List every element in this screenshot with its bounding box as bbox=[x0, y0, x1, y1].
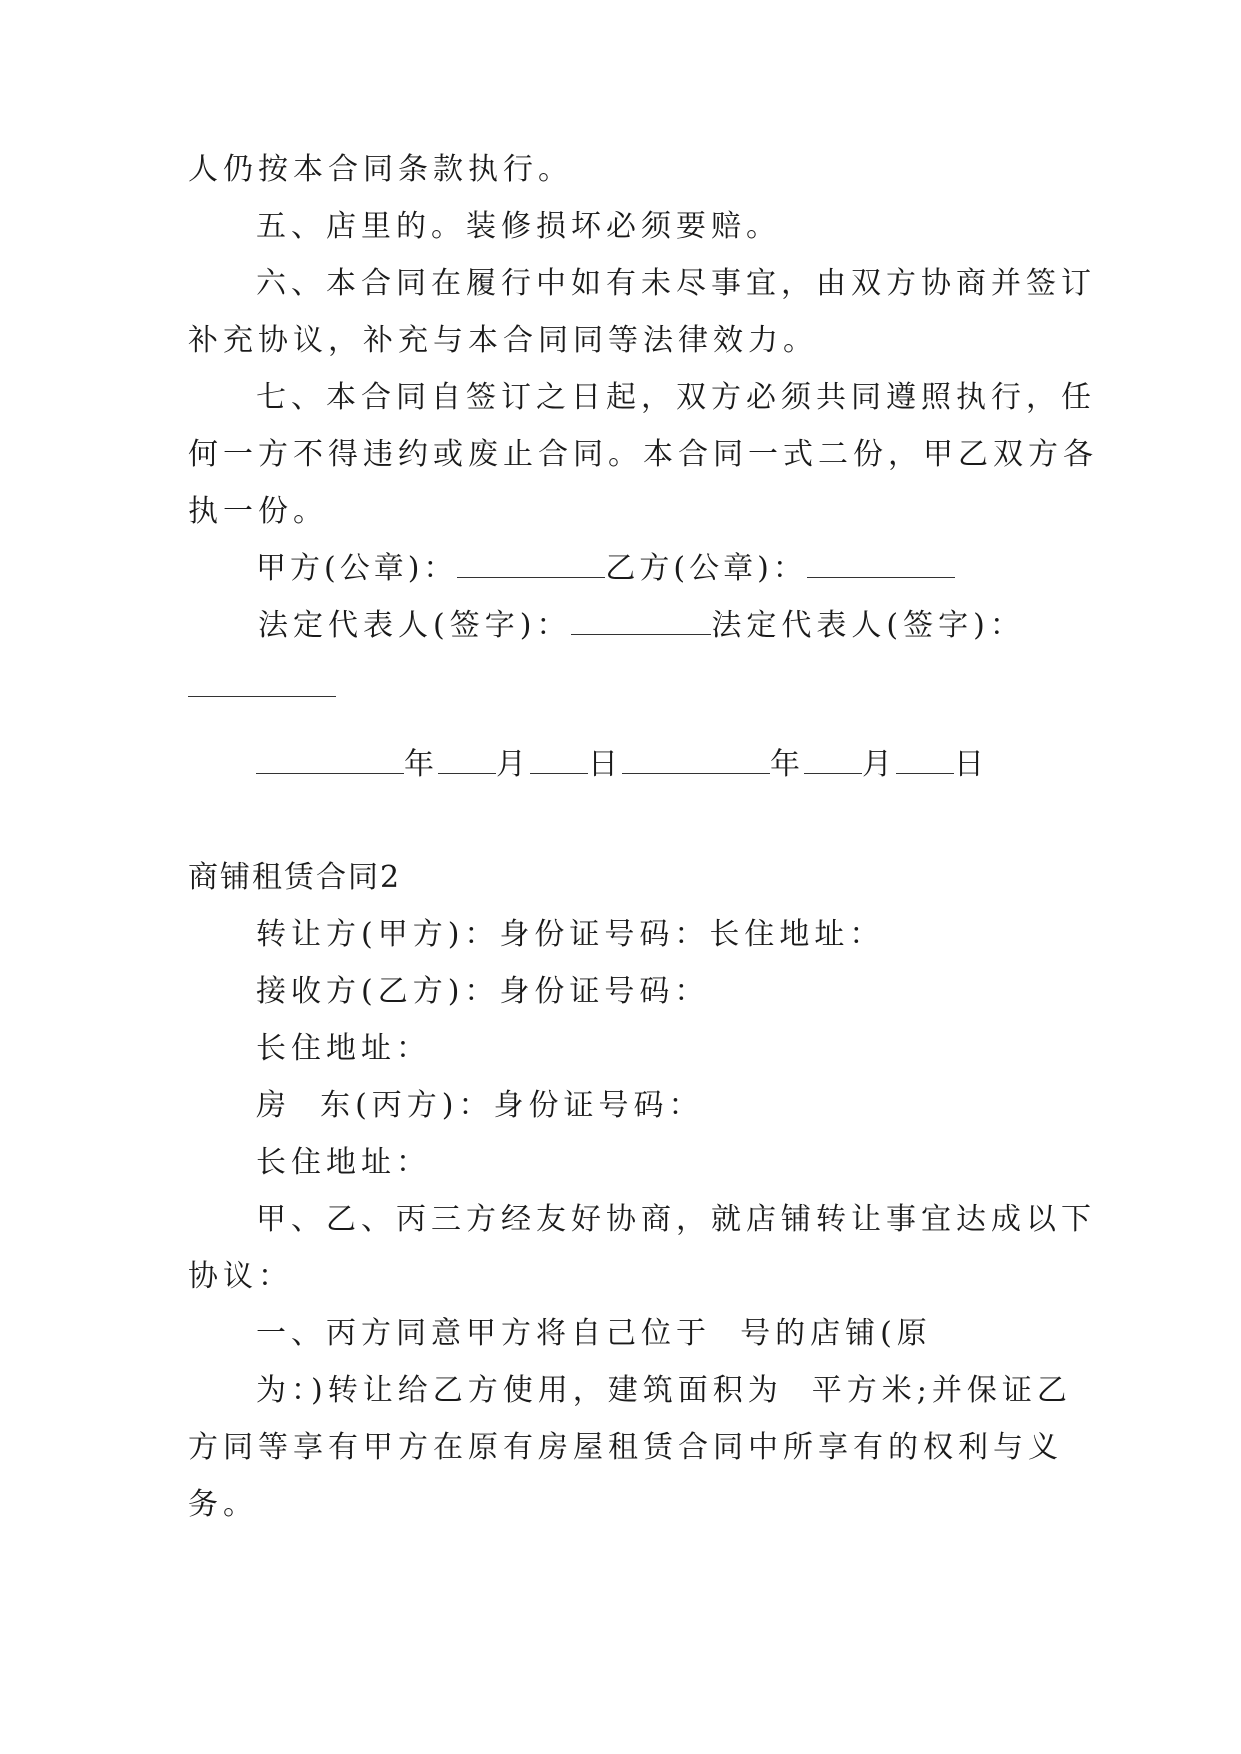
representative-line bbox=[258, 606, 1025, 646]
year-a-label: 年 bbox=[404, 747, 438, 782]
day-a-label: 日 bbox=[588, 747, 622, 782]
clause-seven-continued: 何一方不得违约或废止合同。本合同一式二份，甲乙双方各 bbox=[188, 437, 1098, 472]
rep-a-blank bbox=[571, 608, 711, 635]
clause-one-end: 务。 bbox=[188, 1487, 258, 1522]
day-b-label: 日 bbox=[954, 747, 988, 782]
year-b-label: 年 bbox=[770, 747, 804, 782]
month-a-label: 月 bbox=[496, 747, 530, 782]
transferee-line: 接收方(乙方)：身份证号码： bbox=[256, 974, 710, 1009]
landlord-line: 房 东(丙方)：身份证号码： bbox=[256, 1088, 704, 1123]
clause-seven: 七、本合同自签订之日起，双方必须共同遵照执行，任 bbox=[256, 380, 1096, 415]
agreement-intro-continued: 协议： bbox=[188, 1259, 293, 1294]
rep-a-label: 法定代表人(签字)： bbox=[258, 608, 572, 643]
day-a-blank bbox=[530, 747, 588, 774]
party-b-seal-label: 乙方(公章)： bbox=[605, 551, 807, 586]
agreement-intro: 甲、乙、丙三方经友好协商，就店铺转让事宜达成以下 bbox=[256, 1202, 1096, 1237]
clause-seven-end: 执一份。 bbox=[188, 494, 328, 529]
rep-b-blank-line bbox=[188, 668, 336, 708]
month-b-blank bbox=[804, 747, 862, 774]
clause-six-continued: 补充协议，补充与本合同同等法律效力。 bbox=[188, 323, 818, 358]
clause-one-continued: 为：)转让给乙方使用，建筑面积为 平方米;并保证乙 bbox=[256, 1373, 1072, 1408]
party-b-seal-blank bbox=[807, 551, 955, 578]
party-a-seal-label: 甲方(公章)： bbox=[256, 551, 458, 586]
party-a-seal-blank bbox=[457, 551, 605, 578]
month-b-label: 月 bbox=[862, 747, 896, 782]
rep-b-blank bbox=[188, 670, 336, 697]
contract2-title: 商铺租赁合同2 bbox=[188, 860, 402, 895]
clause-one-continued-2: 方同等享有甲方在原有房屋租赁合同中所享有的权利与义 bbox=[188, 1430, 1063, 1465]
seal-line bbox=[256, 549, 955, 589]
day-b-blank bbox=[896, 747, 954, 774]
rep-b-label: 法定代表人(签字)： bbox=[711, 608, 1025, 643]
year-a-blank bbox=[256, 747, 404, 774]
landlord-address-line: 长住地址： bbox=[256, 1145, 431, 1180]
paragraph-line: 人仍按本合同条款执行。 bbox=[188, 152, 573, 187]
year-b-blank bbox=[622, 747, 770, 774]
date-line bbox=[256, 745, 988, 785]
clause-one: 一、丙方同意甲方将自己位于 号的店铺(原 bbox=[256, 1316, 932, 1351]
clause-five: 五、店里的。装修损坏必须要赔。 bbox=[256, 209, 781, 244]
month-a-blank bbox=[438, 747, 496, 774]
transferee-address-line: 长住地址： bbox=[256, 1031, 431, 1066]
transferor-line: 转让方(甲方)：身份证号码：长住地址： bbox=[256, 917, 885, 952]
clause-six: 六、本合同在履行中如有未尽事宜，由双方协商并签订 bbox=[256, 266, 1096, 301]
